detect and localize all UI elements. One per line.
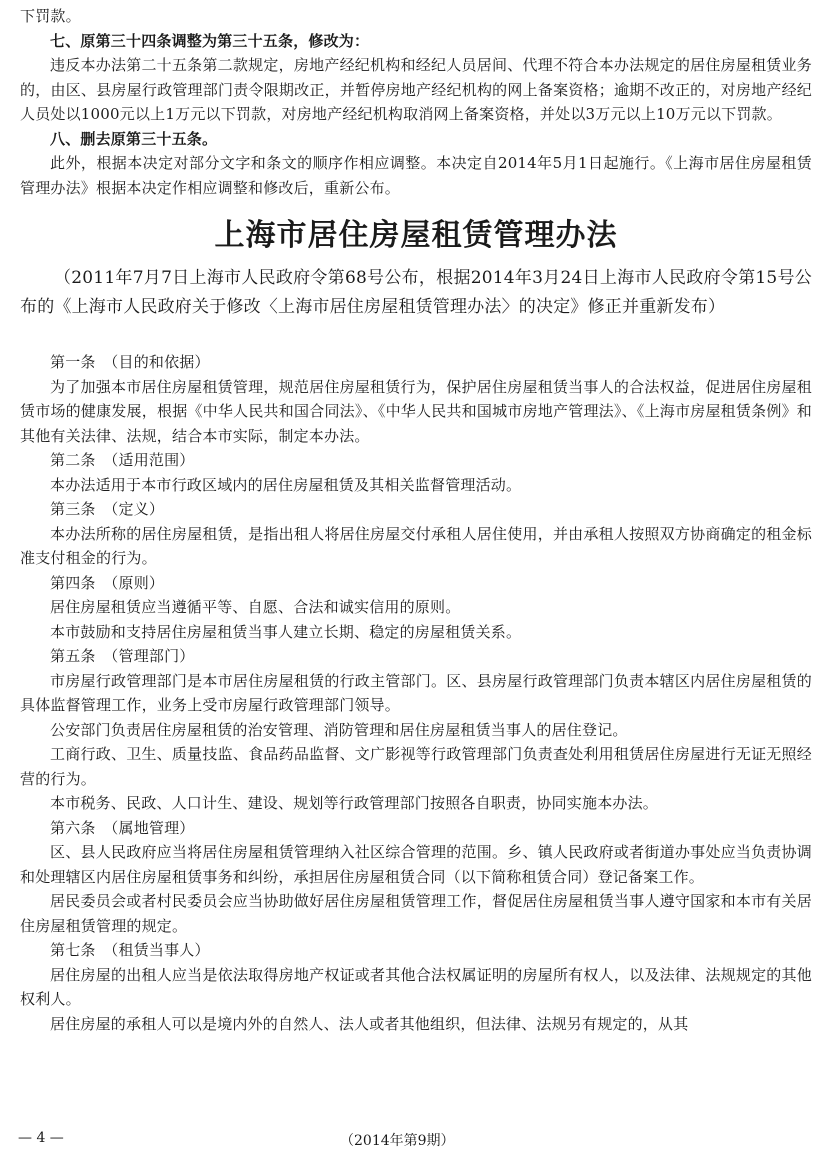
article-6-heading: 第六条 （属地管理） (50, 818, 195, 837)
amendment-item-8-heading: 八、删去原第三十五条。 (50, 129, 218, 148)
article-7-heading: 第七条 （租赁当事人） (50, 941, 210, 959)
article-2-heading: 第二条 （适用范围） (50, 451, 195, 469)
article-4-paragraph-2: 本市鼓励和支持居住房屋租赁当事人建立长期、稳定的房屋租赁关系。 (50, 622, 522, 641)
article-1-paragraph: 为了加强本市居住房屋租赁管理，规范居住房屋租赁行为，保护居住房屋租赁当事人的合法权益，促进居住房屋租赁市场的健康发展，根据《中华人民共和国合同法》、《中华人民共和国城市房地产管理法》、《上海市房屋租赁条例》和其他有关法律、法规，结合本市实际，制定本办法。 (20, 377, 812, 445)
document-title: 上海市居住房屋租赁管理办法 (214, 218, 618, 253)
article-2-paragraph: 本办法适用于本市行政区域内的居住房屋租赁及其相关监督管理活动。 (50, 475, 522, 494)
article-1-heading: 第一条 （目的和依据） (50, 353, 210, 371)
article-6-paragraph-1: 区、县人民政府应当将居住房屋租赁管理纳入社区综合管理的范围。乡、镇人民政府或者街道办事处应当负责协调和处理辖区内居住房屋租赁事务和纠纷，承担居住房屋租赁合同（以下简称租赁合同）登记备案工作。 (20, 843, 812, 886)
page-content (20, 0, 812, 1036)
article-7-paragraph-2: 居住房屋的承租人可以是境内外的自然人、法人或者其他组织，但法律、法规另有规定的，从其 (50, 1014, 689, 1033)
article-5-paragraph-3: 工商行政、卫生、质量技监、食品药品监督、文广影视等行政管理部门负责查处利用租赁居住房屋进行无证无照经营的行为。 (20, 745, 812, 788)
article-3-heading: 第三条 （定义） (50, 500, 165, 518)
article-3-paragraph: 本办法所称的居住房屋租赁，是指出租人将居住房屋交付承租人居住使用，并由承租人按照双方协商确定的租金标准支付租金的行为。 (20, 524, 812, 567)
amendment-closing: 此外，根据本决定对部分文字和条文的顺序作相应调整。本决定自2014年5月1日起施行。《上海市居住房屋租赁管理办法》根据本决定作相应调整和修改后，重新公布。 (20, 154, 812, 197)
article-5-paragraph-1: 市房屋行政管理部门是本市居住房屋租赁的行政主管部门。区、县房屋行政管理部门负责本辖区内居住房屋租赁的具体监督管理工作，业务上受市房屋行政管理部门领导。 (20, 671, 812, 714)
issue-label: （2014年第9期） (340, 1133, 455, 1149)
article-6-paragraph-2: 居民委员会或者村民委员会应当协助做好居住房屋租赁管理工作，督促居住房屋租赁当事人遵守国家和本市有关居住房屋租赁管理的规定。 (20, 892, 812, 935)
amendment-item-7-heading: 七、原第三十四条调整为第三十五条，修改为： (50, 31, 370, 50)
page-footer (0, 1128, 827, 1152)
document-subtitle: （2011年7月7日上海市人民政府令第68号公布，根据2014年3月24日上海市人民政府令第15号公布的《上海市人民政府关于修改〈上海市居住房屋租赁管理办法〉的决定》修正并重新发布） (20, 268, 812, 317)
article-4-heading: 第四条 （原则） (50, 573, 165, 592)
amendment-item-7-body: 违反本办法第二十五条第二款规定，房地产经纪机构和经纪人员居间、代理不符合本办法规定的居住房屋租赁业务的，由区、县房屋行政管理部门责令限期改正，并暂停房地产经纪机构的网上备案资格；逾期不改正的，对房地产经纪人员处以1000元以上1万元以下罚款，对房地产经纪机构取消网上备案资格，并处以3万元以上10万元以下罚款。 (20, 56, 812, 123)
previous-text-tail: 下罚款。 (20, 7, 81, 25)
article-4-paragraph-1: 居住房屋租赁应当遵循平等、自愿、合法和诚实信用的原则。 (50, 598, 461, 616)
article-5-paragraph-2: 公安部门负责居住房屋租赁的治安管理、消防管理和居住房屋租赁当事人的居住登记。 (50, 720, 628, 739)
article-5-paragraph-4: 本市税务、民政、人口计生、建设、规划等行政管理部门按照各自职责，协同实施本办法。 (50, 794, 659, 812)
article-7-paragraph-1: 居住房屋的出租人应当是依法取得房地产权证或者其他合法权属证明的房屋所有权人，以及法律、法规规定的其他权利人。 (20, 965, 812, 1008)
article-5-heading: 第五条 （管理部门） (50, 647, 195, 665)
page-number: — 4 — (18, 1130, 64, 1146)
